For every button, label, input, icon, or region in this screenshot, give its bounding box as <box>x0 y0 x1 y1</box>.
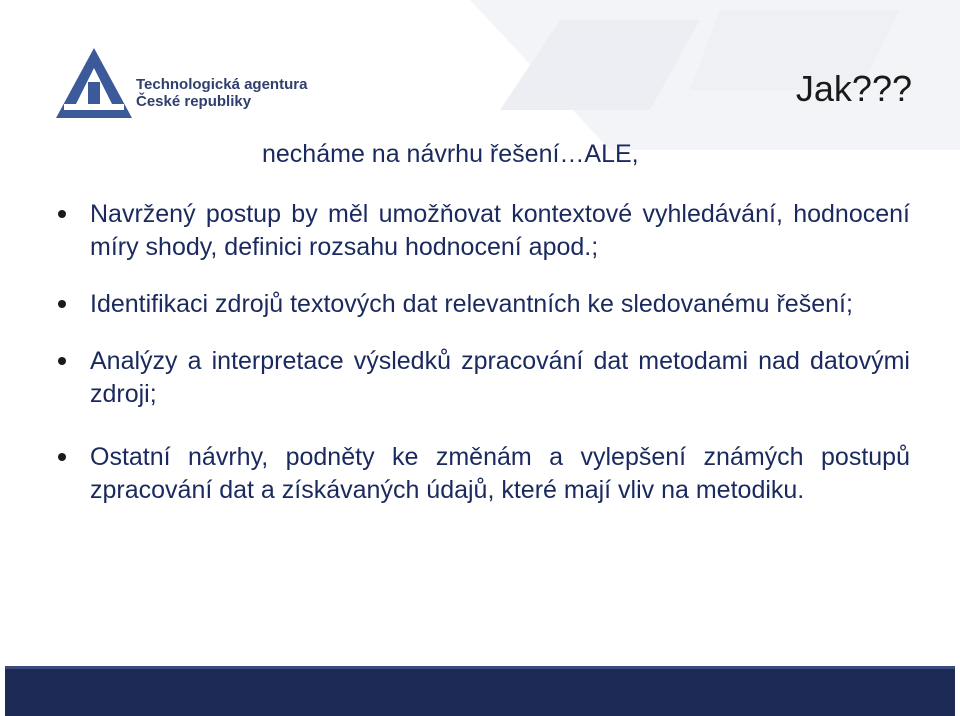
intro-text: necháme na návrhu řešení…ALE, <box>262 140 639 168</box>
bullet-text: Analýzy a interpretace výsledků zpracování dat metodami nad datovými zdroji; <box>90 347 910 408</box>
bullet-text: Identifikaci zdrojů textových dat relevantních ke sledovanému řešení; <box>90 290 853 318</box>
footer-bar <box>5 666 955 716</box>
bullet-item <box>58 441 910 507</box>
slide-title: Jak??? <box>795 68 912 109</box>
bullet-list <box>58 198 910 531</box>
bullet-item <box>58 198 910 264</box>
agency-logo-mark-icon <box>54 46 134 124</box>
bullet-item <box>58 345 910 411</box>
agency-logo <box>54 46 314 126</box>
bullet-dot-icon <box>58 210 66 218</box>
bullet-text: Navržený postup by měl umožňovat kontextové vyhledávání, hodnocení míry shody, definici rozsahu hodnocení apod.; <box>90 200 910 261</box>
agency-name-line1: Technologická agentura <box>136 76 308 93</box>
agency-logo-text <box>136 76 307 110</box>
bullet-dot-icon <box>58 453 66 461</box>
bullet-text: Ostatní návrhy, podněty ke změnám a vylepšení známých postupů zpracování dat a získávaných údajů, které mají vliv na metodiku. <box>90 443 910 504</box>
bullet-dot-icon <box>58 357 66 365</box>
bullet-item <box>58 288 910 321</box>
agency-name-line2: České republiky <box>136 93 252 110</box>
bullet-dot-icon <box>58 300 66 308</box>
